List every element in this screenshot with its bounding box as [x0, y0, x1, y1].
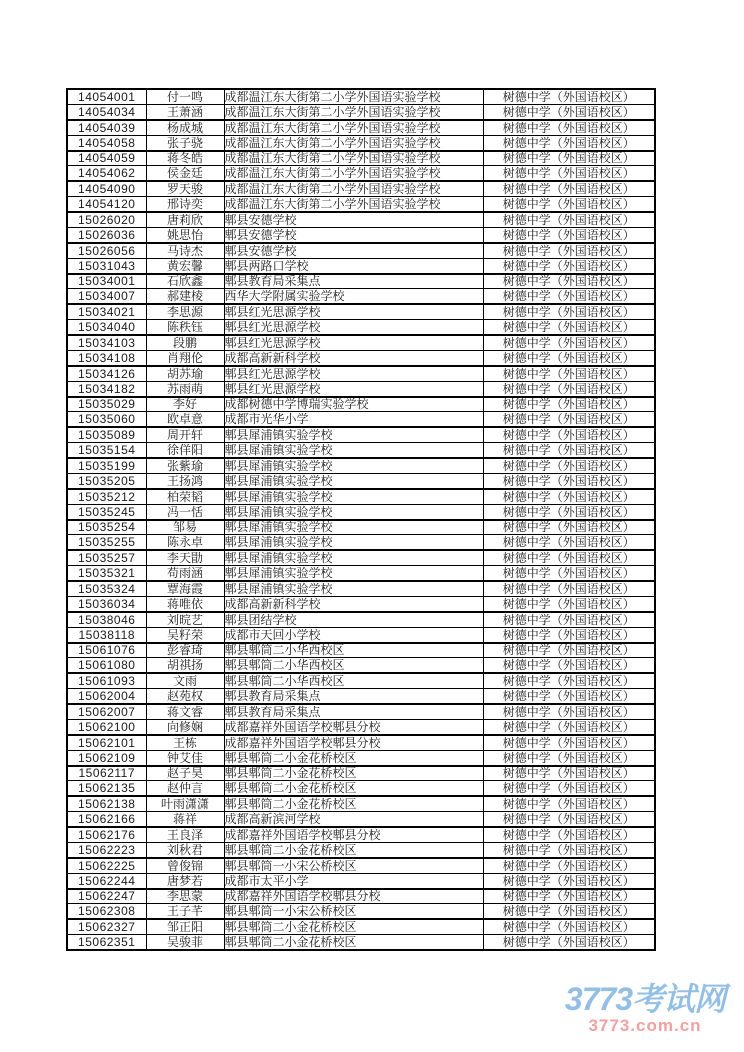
student-name-cell: 王子芊 [146, 904, 224, 919]
table-row [67, 120, 655, 135]
admitted-school-cell: 树德中学（外国语校区） [483, 320, 655, 335]
graduating-school-cell: 郫县红光思源学校 [224, 304, 483, 319]
admitted-school-cell: 树德中学（外国语校区） [483, 858, 655, 873]
exam-id-cell: 15038046 [67, 612, 146, 627]
exam-id-cell: 15026020 [67, 212, 146, 227]
student-name-cell: 石欣鑫 [146, 274, 224, 289]
graduating-school-cell: 郫县犀浦镇实验学校 [224, 581, 483, 596]
student-name-cell: 王萧涵 [146, 104, 224, 119]
table-row [67, 750, 655, 765]
exam-id-cell: 15031043 [67, 258, 146, 273]
admitted-school-cell: 树德中学（外国语校区） [483, 151, 655, 166]
table-row [67, 719, 655, 734]
admitted-school-cell: 树德中学（外国语校区） [483, 550, 655, 565]
student-name-cell: 周开轩 [146, 427, 224, 442]
table-row [67, 889, 655, 904]
table-row [67, 227, 655, 242]
graduating-school-cell: 郫县犀浦镇实验学校 [224, 504, 483, 519]
student-name-cell: 钟艾佳 [146, 750, 224, 765]
exam-id-cell: 15062327 [67, 919, 146, 934]
student-name-cell: 唐莉欣 [146, 212, 224, 227]
table-row [67, 919, 655, 934]
exam-id-cell: 15038118 [67, 627, 146, 642]
admitted-school-cell: 树德中学（外国语校区） [483, 904, 655, 919]
table-row [67, 504, 655, 519]
admitted-school-cell: 树德中学（外国语校区） [483, 120, 655, 135]
admitted-school-cell: 树德中学（外国语校区） [483, 427, 655, 442]
student-name-cell: 叶雨潇潇 [146, 796, 224, 811]
exam-id-cell: 14054034 [67, 104, 146, 119]
exam-id-cell: 15034007 [67, 289, 146, 304]
graduating-school-cell: 成都嘉祥外国语学校郫县分校 [224, 719, 483, 734]
student-name-cell: 赵子昊 [146, 766, 224, 781]
admitted-school-cell: 树德中学（外国语校区） [483, 104, 655, 119]
table-row [67, 581, 655, 596]
table-row [67, 796, 655, 811]
admitted-school-cell: 树德中学（外国语校区） [483, 750, 655, 765]
admitted-school-cell: 树德中学（外国语校区） [483, 89, 655, 104]
admitted-school-cell: 树德中学（外国语校区） [483, 289, 655, 304]
graduating-school-cell: 郫县犀浦镇实验学校 [224, 427, 483, 442]
admitted-school-cell: 树德中学（外国语校区） [483, 397, 655, 412]
exam-id-cell: 14054039 [67, 120, 146, 135]
graduating-school-cell: 成都市天回小学校 [224, 627, 483, 642]
exam-id-cell: 15035324 [67, 581, 146, 596]
table-row [67, 842, 655, 857]
admitted-school-cell: 树德中学（外国语校区） [483, 227, 655, 242]
student-name-cell: 欧卓意 [146, 412, 224, 427]
student-name-cell: 王扬鸿 [146, 473, 224, 488]
admitted-school-cell: 树德中学（外国语校区） [483, 274, 655, 289]
admitted-school-cell: 树德中学（外国语校区） [483, 719, 655, 734]
student-name-cell: 杨成城 [146, 120, 224, 135]
table-row [67, 274, 655, 289]
admitted-school-cell: 树德中学（外国语校区） [483, 181, 655, 196]
graduating-school-cell: 郫县教育局采集点 [224, 274, 483, 289]
exam-id-cell: 14054120 [67, 197, 146, 212]
admitted-school-cell: 树德中学（外国语校区） [483, 827, 655, 842]
graduating-school-cell: 成都嘉祥外国语学校郫县分校 [224, 827, 483, 842]
admitted-school-cell: 树德中学（外国语校区） [483, 842, 655, 857]
admitted-school-cell: 树德中学（外国语校区） [483, 212, 655, 227]
exam-id-cell: 15034126 [67, 366, 146, 381]
table-row [67, 673, 655, 688]
graduating-school-cell: 郫县安德学校 [224, 243, 483, 258]
table-row [67, 643, 655, 658]
admitted-school-cell: 树德中学（外国语校区） [483, 258, 655, 273]
student-name-cell: 侯金廷 [146, 166, 224, 181]
table-row [67, 427, 655, 442]
admitted-school-cell: 树德中学（外国语校区） [483, 596, 655, 611]
table-row [67, 781, 655, 796]
student-name-cell: 蒋文睿 [146, 704, 224, 719]
graduating-school-cell: 成都市光华小学 [224, 412, 483, 427]
graduating-school-cell: 郫县红光思源学校 [224, 335, 483, 350]
exam-id-cell: 15026056 [67, 243, 146, 258]
admitted-school-cell: 树德中学（外国语校区） [483, 581, 655, 596]
student-name-cell: 曾俊锦 [146, 858, 224, 873]
student-name-cell: 胡苏瑜 [146, 366, 224, 381]
admitted-school-cell: 树德中学（外国语校区） [483, 350, 655, 365]
graduating-school-cell: 郫县郫筒二小华西校区 [224, 673, 483, 688]
table-row [67, 489, 655, 504]
admitted-school-cell: 树德中学（外国语校区） [483, 366, 655, 381]
exam-id-cell: 15034001 [67, 274, 146, 289]
graduating-school-cell: 郫县教育局采集点 [224, 704, 483, 719]
exam-id-cell: 15062225 [67, 858, 146, 873]
graduating-school-cell: 郫县犀浦镇实验学校 [224, 535, 483, 550]
table-row [67, 473, 655, 488]
table-row [67, 320, 655, 335]
table-row [67, 827, 655, 842]
admitted-school-cell: 树德中学（外国语校区） [483, 166, 655, 181]
admitted-school-cell: 树德中学（外国语校区） [483, 381, 655, 396]
student-name-cell: 蒋祥 [146, 812, 224, 827]
exam-id-cell: 15062135 [67, 781, 146, 796]
table-row [67, 212, 655, 227]
table-row [67, 612, 655, 627]
graduating-school-cell: 郫县红光思源学校 [224, 366, 483, 381]
student-name-cell: 文雨 [146, 673, 224, 688]
admitted-school-cell: 树德中学（外国语校区） [483, 935, 655, 950]
graduating-school-cell: 郫县犀浦镇实验学校 [224, 458, 483, 473]
graduating-school-cell: 成都温江东大街第二小学外国语实验学校 [224, 120, 483, 135]
graduating-school-cell: 郫县郫筒一小宋公桥校区 [224, 904, 483, 919]
table-row [67, 535, 655, 550]
student-name-cell: 肖翔伦 [146, 350, 224, 365]
table-row [67, 104, 655, 119]
exam-id-cell: 15062004 [67, 689, 146, 704]
table-row [67, 335, 655, 350]
table-row [67, 658, 655, 673]
graduating-school-cell: 成都温江东大街第二小学外国语实验学校 [224, 104, 483, 119]
graduating-school-cell: 郫县团结学校 [224, 612, 483, 627]
admitted-school-cell: 树德中学（外国语校区） [483, 243, 655, 258]
student-name-cell: 唐梦若 [146, 873, 224, 888]
table-row [67, 89, 655, 104]
admitted-school-cell: 树德中学（外国语校区） [483, 458, 655, 473]
table-row [67, 766, 655, 781]
table-row [67, 397, 655, 412]
exam-id-cell: 14054059 [67, 151, 146, 166]
admitted-school-cell: 树德中学（外国语校区） [483, 919, 655, 934]
table-row [67, 258, 655, 273]
admitted-school-cell: 树德中学（外国语校区） [483, 335, 655, 350]
graduating-school-cell: 成都温江东大街第二小学外国语实验学校 [224, 181, 483, 196]
graduating-school-cell: 郫县郫筒二小金花桥校区 [224, 781, 483, 796]
student-name-cell: 姚思怡 [146, 227, 224, 242]
exam-id-cell: 15034182 [67, 381, 146, 396]
table-row [67, 904, 655, 919]
exam-id-cell: 15062101 [67, 735, 146, 750]
admitted-school-cell: 树德中学（外国语校区） [483, 766, 655, 781]
table-row [67, 935, 655, 950]
admitted-school-cell: 树德中学（外国语校区） [483, 135, 655, 150]
table-row [67, 458, 655, 473]
graduating-school-cell: 成都温江东大街第二小学外国语实验学校 [224, 166, 483, 181]
admitted-school-cell: 树德中学（外国语校区） [483, 566, 655, 581]
graduating-school-cell: 成都温江东大街第二小学外国语实验学校 [224, 89, 483, 104]
graduating-school-cell: 郫县犀浦镇实验学校 [224, 473, 483, 488]
exam-id-cell: 15062007 [67, 704, 146, 719]
graduating-school-cell: 西华大学附属实验学校 [224, 289, 483, 304]
student-name-cell: 彭睿琦 [146, 643, 224, 658]
roster-body [67, 89, 655, 950]
admitted-school-cell: 树德中学（外国语校区） [483, 658, 655, 673]
exam-id-cell: 15035154 [67, 443, 146, 458]
exam-id-cell: 15062100 [67, 719, 146, 734]
graduating-school-cell: 成都温江东大街第二小学外国语实验学校 [224, 135, 483, 150]
graduating-school-cell: 成都温江东大街第二小学外国语实验学校 [224, 151, 483, 166]
admitted-school-cell: 树德中学（外国语校区） [483, 412, 655, 427]
admitted-school-cell: 树德中学（外国语校区） [483, 627, 655, 642]
exam-id-cell: 15061080 [67, 658, 146, 673]
table-row [67, 166, 655, 181]
graduating-school-cell: 郫县郫筒二小金花桥校区 [224, 750, 483, 765]
student-name-cell: 赵苑权 [146, 689, 224, 704]
table-row [67, 151, 655, 166]
admitted-school-cell: 树德中学（外国语校区） [483, 612, 655, 627]
exam-id-cell: 15035029 [67, 397, 146, 412]
table-row [67, 812, 655, 827]
graduating-school-cell: 成都嘉祥外国语学校郫县分校 [224, 889, 483, 904]
student-name-cell: 刘秋君 [146, 842, 224, 857]
student-name-cell: 徐佯阳 [146, 443, 224, 458]
exam-id-cell: 15062223 [67, 842, 146, 857]
exam-id-cell: 15062166 [67, 812, 146, 827]
table-row [67, 735, 655, 750]
graduating-school-cell: 成都高新滨河学校 [224, 812, 483, 827]
student-name-cell: 李思蒙 [146, 889, 224, 904]
student-name-cell: 冯一恬 [146, 504, 224, 519]
graduating-school-cell: 成都嘉祥外国语学校郫县分校 [224, 735, 483, 750]
student-name-cell: 马诗杰 [146, 243, 224, 258]
table-row [67, 350, 655, 365]
graduating-school-cell: 郫县郫筒二小金花桥校区 [224, 935, 483, 950]
graduating-school-cell: 郫县郫筒二小金花桥校区 [224, 766, 483, 781]
exam-id-cell: 15035245 [67, 504, 146, 519]
admitted-school-cell: 树德中学（外国语校区） [483, 689, 655, 704]
exam-id-cell: 14054090 [67, 181, 146, 196]
admission-roster-table [66, 88, 656, 951]
graduating-school-cell: 郫县郫筒二小金花桥校区 [224, 796, 483, 811]
watermark-site-logo: 3773考试网 [564, 981, 726, 1017]
graduating-school-cell: 成都高新新科学校 [224, 350, 483, 365]
table-row [67, 520, 655, 535]
student-name-cell: 吴骏菲 [146, 935, 224, 950]
exam-id-cell: 15034021 [67, 304, 146, 319]
table-row [67, 381, 655, 396]
table-row [67, 135, 655, 150]
graduating-school-cell: 郫县郫筒一小宋公桥校区 [224, 858, 483, 873]
table-row [67, 412, 655, 427]
table-row [67, 596, 655, 611]
student-name-cell: 邢诗奕 [146, 197, 224, 212]
student-name-cell: 张紫瑜 [146, 458, 224, 473]
admitted-school-cell: 树德中学（外国语校区） [483, 781, 655, 796]
exam-id-cell: 15035199 [67, 458, 146, 473]
student-name-cell: 李好 [146, 397, 224, 412]
graduating-school-cell: 郫县郫筒二小华西校区 [224, 658, 483, 673]
table-row [67, 243, 655, 258]
admitted-school-cell: 树德中学（外国语校区） [483, 812, 655, 827]
admitted-school-cell: 树德中学（外国语校区） [483, 673, 655, 688]
graduating-school-cell: 郫县红光思源学校 [224, 320, 483, 335]
exam-id-cell: 15061093 [67, 673, 146, 688]
graduating-school-cell: 郫县安德学校 [224, 227, 483, 242]
exam-id-cell: 15036034 [67, 596, 146, 611]
graduating-school-cell: 郫县犀浦镇实验学校 [224, 489, 483, 504]
exam-id-cell: 15035212 [67, 489, 146, 504]
admitted-school-cell: 树德中学（外国语校区） [483, 197, 655, 212]
table-row [67, 704, 655, 719]
student-name-cell: 李天勖 [146, 550, 224, 565]
admitted-school-cell: 树德中学（外国语校区） [483, 473, 655, 488]
table-row [67, 550, 655, 565]
student-name-cell: 王栋 [146, 735, 224, 750]
watermark [560, 983, 730, 1034]
student-name-cell: 苏雨萌 [146, 381, 224, 396]
table-row [67, 289, 655, 304]
graduating-school-cell: 郫县安德学校 [224, 212, 483, 227]
exam-id-cell: 15061076 [67, 643, 146, 658]
admitted-school-cell: 树德中学（外国语校区） [483, 796, 655, 811]
student-name-cell: 邹易 [146, 520, 224, 535]
exam-id-cell: 15034108 [67, 350, 146, 365]
exam-id-cell: 15062176 [67, 827, 146, 842]
student-name-cell: 黄宏馨 [146, 258, 224, 273]
student-name-cell: 付一鸣 [146, 89, 224, 104]
exam-id-cell: 15062138 [67, 796, 146, 811]
graduating-school-cell: 成都树德中学博瑞实验学校 [224, 397, 483, 412]
student-name-cell: 苟雨涵 [146, 566, 224, 581]
table-row [67, 566, 655, 581]
exam-id-cell: 15035254 [67, 520, 146, 535]
admitted-school-cell: 树德中学（外国语校区） [483, 889, 655, 904]
student-name-cell: 赵仲言 [146, 781, 224, 796]
admitted-school-cell: 树德中学（外国语校区） [483, 443, 655, 458]
table-row [67, 181, 655, 196]
exam-id-cell: 15035205 [67, 473, 146, 488]
student-name-cell: 覃海霞 [146, 581, 224, 596]
exam-id-cell: 15062117 [67, 766, 146, 781]
graduating-school-cell: 郫县教育局采集点 [224, 689, 483, 704]
graduating-school-cell: 郫县犀浦镇实验学校 [224, 520, 483, 535]
student-name-cell: 罗天骏 [146, 181, 224, 196]
exam-id-cell: 15035060 [67, 412, 146, 427]
graduating-school-cell: 郫县犀浦镇实验学校 [224, 566, 483, 581]
exam-id-cell: 14054058 [67, 135, 146, 150]
admitted-school-cell: 树德中学（外国语校区） [483, 735, 655, 750]
student-name-cell: 向修娴 [146, 719, 224, 734]
student-name-cell: 刘晥艺 [146, 612, 224, 627]
table-row [67, 366, 655, 381]
student-name-cell: 李思源 [146, 304, 224, 319]
graduating-school-cell: 郫县郫筒二小金花桥校区 [224, 842, 483, 857]
graduating-school-cell: 郫县犀浦镇实验学校 [224, 550, 483, 565]
student-name-cell: 王良泽 [146, 827, 224, 842]
exam-id-cell: 15062351 [67, 935, 146, 950]
exam-id-cell: 15062308 [67, 904, 146, 919]
student-name-cell: 郝建棱 [146, 289, 224, 304]
admitted-school-cell: 树德中学（外国语校区） [483, 520, 655, 535]
graduating-school-cell: 郫县郫筒二小华西校区 [224, 643, 483, 658]
student-name-cell: 吴籽荣 [146, 627, 224, 642]
student-name-cell: 柏荣韬 [146, 489, 224, 504]
admitted-school-cell: 树德中学（外国语校区） [483, 873, 655, 888]
exam-id-cell: 15062244 [67, 873, 146, 888]
graduating-school-cell: 郫县犀浦镇实验学校 [224, 443, 483, 458]
graduating-school-cell: 成都温江东大街第二小学外国语实验学校 [224, 197, 483, 212]
exam-id-cell: 14054001 [67, 89, 146, 104]
table-row [67, 873, 655, 888]
exam-id-cell: 14054062 [67, 166, 146, 181]
student-name-cell: 陈永卓 [146, 535, 224, 550]
exam-id-cell: 15035255 [67, 535, 146, 550]
exam-id-cell: 15026036 [67, 227, 146, 242]
student-name-cell: 邹正阳 [146, 919, 224, 934]
exam-id-cell: 15062109 [67, 750, 146, 765]
table-row [67, 627, 655, 642]
exam-id-cell: 15035089 [67, 427, 146, 442]
student-name-cell: 张子骁 [146, 135, 224, 150]
graduating-school-cell: 郫县两路口学校 [224, 258, 483, 273]
exam-id-cell: 15035257 [67, 550, 146, 565]
exam-id-cell: 15062247 [67, 889, 146, 904]
exam-id-cell: 15034040 [67, 320, 146, 335]
student-name-cell: 胡祺扬 [146, 658, 224, 673]
exam-id-cell: 15035321 [67, 566, 146, 581]
table-row [67, 197, 655, 212]
student-name-cell: 陈秩钰 [146, 320, 224, 335]
exam-id-cell: 15034103 [67, 335, 146, 350]
student-name-cell: 蒋唯依 [146, 596, 224, 611]
table-row [67, 689, 655, 704]
admitted-school-cell: 树德中学（外国语校区） [483, 304, 655, 319]
admitted-school-cell: 树德中学（外国语校区） [483, 535, 655, 550]
student-name-cell: 蒋冬皓 [146, 151, 224, 166]
graduating-school-cell: 郫县郫筒二小金花桥校区 [224, 919, 483, 934]
admitted-school-cell: 树德中学（外国语校区） [483, 704, 655, 719]
graduating-school-cell: 成都市太平小学 [224, 873, 483, 888]
graduating-school-cell: 郫县红光思源学校 [224, 381, 483, 396]
admitted-school-cell: 树德中学（外国语校区） [483, 489, 655, 504]
student-name-cell: 段鹏 [146, 335, 224, 350]
watermark-site-url: 3773.com.cn [588, 1016, 702, 1035]
table-row [67, 443, 655, 458]
graduating-school-cell: 成都高新新科学校 [224, 596, 483, 611]
table-row [67, 304, 655, 319]
admitted-school-cell: 树德中学（外国语校区） [483, 504, 655, 519]
admitted-school-cell: 树德中学（外国语校区） [483, 643, 655, 658]
table-row [67, 858, 655, 873]
